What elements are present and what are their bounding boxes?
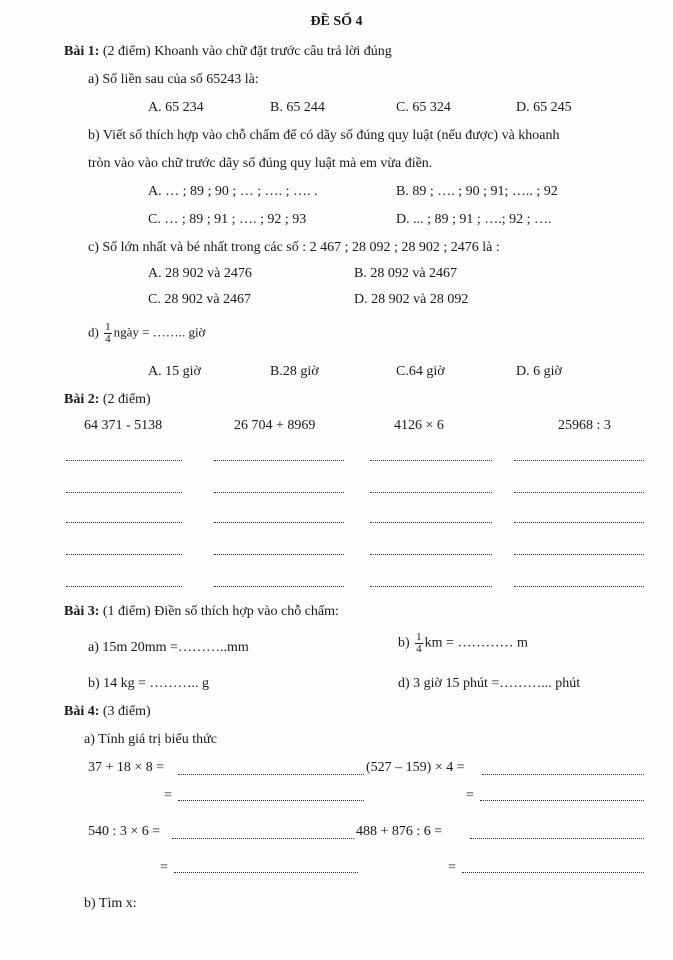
bai1-d-option: A. 15 giờ bbox=[148, 364, 201, 379]
bai3-label: Bài 3: bbox=[64, 604, 100, 619]
answer-dots bbox=[66, 554, 182, 555]
equals-sign: = bbox=[448, 860, 456, 875]
answer-dots bbox=[470, 838, 644, 839]
fraction-one-quarter bbox=[415, 632, 423, 655]
bai1-b-option: B. 89 ; …. ; 90 ; 91; ….. ; 92 bbox=[396, 184, 558, 199]
bai1-c-option: C. 28 902 và 2467 bbox=[148, 292, 252, 307]
bai1-c-option: D. 28 902 và 28 092 bbox=[354, 292, 469, 307]
bai3-instruction: (1 điểm) Điền số thích hợp vào chỗ chấm: bbox=[99, 604, 339, 619]
answer-dots bbox=[462, 872, 644, 873]
bai1-b-line1: b) Viết số thích hợp vào chỗ chấm để có dãy số đúng quy luật (nếu được) và khoanh bbox=[88, 128, 560, 143]
bai1-b-option: C. … ; 89 ; 91 ; …. ; 92 ; 93 bbox=[148, 212, 307, 227]
bai2-problem: 64 371 - 5138 bbox=[84, 418, 163, 433]
answer-dots bbox=[214, 522, 344, 523]
bai3-b bbox=[398, 632, 528, 655]
bai2-problem: 4126 × 6 bbox=[394, 418, 444, 433]
answer-dots bbox=[514, 522, 644, 523]
answer-dots bbox=[178, 800, 364, 801]
answer-dots bbox=[370, 460, 492, 461]
bai1-instruction: (2 điểm) Khoanh vào chữ đặt trước câu trả lời đúng bbox=[99, 44, 392, 59]
answer-dots bbox=[370, 492, 492, 493]
bai1-a-option: C. 65 324 bbox=[396, 100, 451, 115]
bai4-expr-1: 37 + 18 × 8 = bbox=[88, 760, 165, 775]
bai2-label: Bài 2: bbox=[64, 392, 100, 407]
bai4-points: (3 điểm) bbox=[99, 704, 151, 719]
bai1-d-question bbox=[88, 322, 205, 345]
answer-dots bbox=[174, 872, 358, 873]
fraction-denominator: 4 bbox=[416, 643, 422, 655]
answer-dots bbox=[514, 460, 644, 461]
bai1-label: Bài 1: bbox=[64, 44, 100, 59]
bai3-heading bbox=[64, 604, 339, 620]
answer-dots bbox=[66, 460, 182, 461]
fraction-one-quarter bbox=[104, 322, 112, 345]
equals-sign: = bbox=[164, 788, 172, 803]
answer-dots bbox=[66, 522, 182, 523]
fraction-denominator: 4 bbox=[105, 333, 111, 345]
answer-dots bbox=[370, 554, 492, 555]
bai3-d: d) 3 giờ 15 phút =………... phút bbox=[398, 676, 581, 691]
answer-dots bbox=[172, 838, 354, 839]
answer-dots bbox=[482, 774, 644, 775]
bai4-a-label: a) Tính giá trị biểu thức bbox=[84, 732, 217, 747]
bai1-c-question: c) Số lớn nhất và bé nhất trong các số : 2 467 ; 28 092 ; 28 902 ; 2476 là : bbox=[88, 240, 500, 255]
bai1-a-question: a) Số liền sau của số 65243 là: bbox=[88, 72, 259, 87]
answer-dots bbox=[214, 586, 344, 587]
bai1-d-rest: ngày = …….. giờ bbox=[113, 324, 206, 340]
fraction-numerator: 1 bbox=[416, 631, 422, 643]
bai1-d-option: D. 6 giờ bbox=[516, 364, 562, 379]
bai1-c-option: B. 28 092 và 2467 bbox=[354, 266, 458, 281]
bai2-problem: 25968 : 3 bbox=[558, 418, 611, 433]
answer-dots bbox=[370, 522, 492, 523]
bai1-heading bbox=[64, 44, 392, 60]
bai1-a-option: B. 65 244 bbox=[270, 100, 325, 115]
answer-dots bbox=[214, 554, 344, 555]
bai4-b-label: b) Tìm x: bbox=[84, 896, 137, 911]
answer-dots bbox=[514, 586, 644, 587]
bai1-b-option: A. … ; 89 ; 90 ; … ; …. ; …. . bbox=[148, 184, 318, 199]
bai1-a-option: D. 65 245 bbox=[516, 100, 572, 115]
answer-dots bbox=[514, 554, 644, 555]
bai1-d-option: B.28 giờ bbox=[270, 364, 319, 379]
answer-dots bbox=[370, 586, 492, 587]
answer-dots bbox=[66, 586, 182, 587]
equals-sign: = bbox=[466, 788, 474, 803]
bai1-a-option: A. 65 234 bbox=[148, 100, 204, 115]
answer-dots bbox=[178, 774, 364, 775]
bai1-b-line2: tròn vào vào chữ trước dãy số đúng quy luật mà em vừa điền. bbox=[88, 156, 433, 171]
bai4-expr-2: (527 – 159) × 4 = bbox=[366, 760, 465, 775]
equals-sign: = bbox=[160, 860, 168, 875]
bai2-points: (2 điểm) bbox=[99, 392, 151, 407]
bai1-d-option: C.64 giờ bbox=[396, 364, 445, 379]
bai3-c: b) 14 kg = ……….. g bbox=[88, 676, 210, 691]
bai1-c-option: A. 28 902 và 2476 bbox=[148, 266, 252, 281]
answer-dots bbox=[214, 460, 344, 461]
page-title: ĐỀ SỐ 4 bbox=[310, 14, 363, 29]
bai4-expr-3: 540 : 3 × 6 = bbox=[88, 824, 161, 839]
answer-dots bbox=[214, 492, 344, 493]
bai2-heading bbox=[64, 392, 151, 408]
bai3-a: a) 15m 20mm =………..mm bbox=[88, 640, 249, 655]
bai4-label: Bài 4: bbox=[64, 704, 100, 719]
fraction-numerator: 1 bbox=[105, 321, 111, 333]
bai3-b-prefix: b) bbox=[398, 635, 410, 651]
answer-dots bbox=[66, 492, 182, 493]
bai2-problem: 26 704 + 8969 bbox=[234, 418, 316, 433]
answer-dots bbox=[514, 492, 644, 493]
answer-dots bbox=[480, 800, 644, 801]
bai4-heading bbox=[64, 704, 151, 720]
bai4-expr-4: 488 + 876 : 6 = bbox=[356, 824, 443, 839]
bai1-d-prefix: d) bbox=[88, 324, 99, 340]
bai3-b-rest: km = ………… m bbox=[424, 635, 528, 651]
bai1-b-option: D. ... ; 89 ; 91 ; ….; 92 ; …. bbox=[396, 212, 552, 227]
